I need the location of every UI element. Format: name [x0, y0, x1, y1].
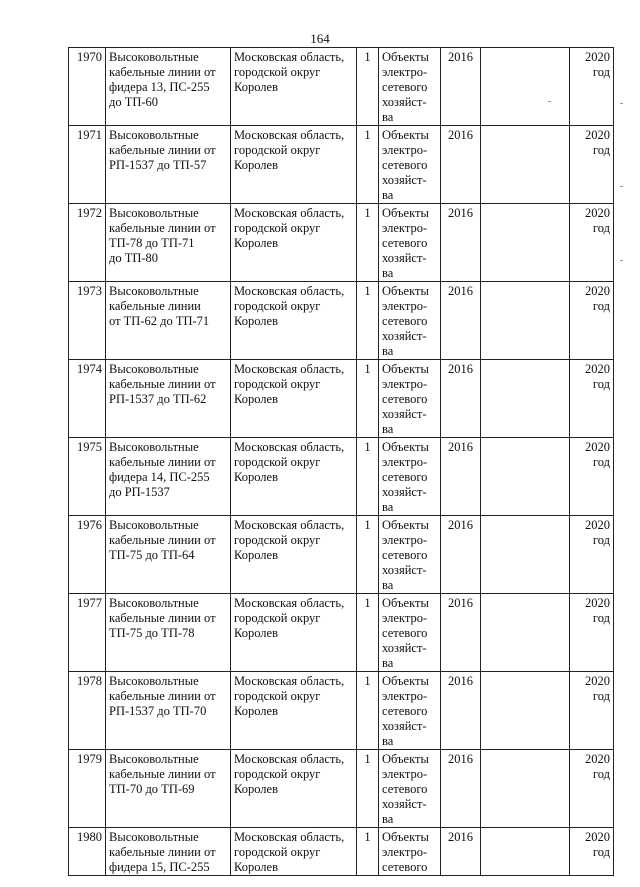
blank-cell: [481, 48, 570, 126]
location-line: Королев: [234, 626, 278, 640]
deadline-cell: [570, 594, 614, 672]
quantity-cell: 1: [357, 672, 379, 750]
table-row: [69, 672, 614, 750]
object-name-line: ТП-70 до ТП-69: [109, 782, 195, 796]
blank-cell: [481, 828, 570, 876]
location-line: Московская область,: [234, 674, 345, 688]
category-line: хозяйст-: [382, 719, 427, 733]
quantity-cell: 1: [357, 282, 379, 360]
year-cell: 2016: [441, 204, 481, 282]
object-name-line: Высоковольтные: [109, 128, 199, 142]
object-name-cell: [106, 438, 231, 516]
quantity-cell: 1: [357, 360, 379, 438]
quantity-cell: 1: [357, 594, 379, 672]
object-name-line: кабельные линии от: [109, 221, 216, 235]
category-line: Объекты: [382, 284, 429, 298]
location-line: городской округ: [234, 143, 321, 157]
location-cell: [231, 126, 357, 204]
category-line: хозяйст-: [382, 329, 427, 343]
category-line: электро-: [382, 221, 428, 235]
category-line: сетевого: [382, 782, 428, 796]
location-cell: [231, 360, 357, 438]
table-row: [69, 594, 614, 672]
category-line: электро-: [382, 455, 428, 469]
category-line: сетевого: [382, 314, 428, 328]
location-line: Королев: [234, 860, 278, 874]
year-cell: 2016: [441, 282, 481, 360]
category-line: электро-: [382, 377, 428, 391]
category-line: сетевого: [382, 236, 428, 250]
object-name-line: кабельные линии от: [109, 533, 216, 547]
location-line: городской округ: [234, 299, 321, 313]
location-line: городской округ: [234, 845, 321, 859]
deadline-line: год: [592, 455, 610, 469]
category-line: ва: [382, 188, 394, 202]
deadline-cell: [570, 48, 614, 126]
category-line: Объекты: [382, 362, 429, 376]
object-name-line: кабельные линии от: [109, 377, 216, 391]
category-line: Объекты: [382, 440, 429, 454]
category-line: ва: [382, 500, 394, 514]
location-line: Московская область,: [234, 206, 345, 220]
year-cell: 2016: [441, 594, 481, 672]
object-name-cell: [106, 282, 231, 360]
deadline-line: год: [592, 65, 610, 79]
category-cell: [379, 48, 441, 126]
category-cell: [379, 438, 441, 516]
object-name-line: Высоковольтные: [109, 362, 199, 376]
location-line: Королев: [234, 704, 278, 718]
quantity-cell: 1: [357, 126, 379, 204]
deadline-line: 2020: [585, 830, 610, 844]
object-name-line: Высоковольтные: [109, 674, 199, 688]
row-number-cell: 1976: [69, 516, 106, 594]
object-name-line: фидера 14, ПС-255: [109, 470, 210, 484]
row-number-cell: 1972: [69, 204, 106, 282]
row-number-cell: 1974: [69, 360, 106, 438]
deadline-line: год: [592, 533, 610, 547]
category-line: сетевого: [382, 158, 428, 172]
category-line: Объекты: [382, 128, 429, 142]
object-name-line: Высоковольтные: [109, 50, 199, 64]
object-name-line: Высоковольтные: [109, 284, 199, 298]
category-line: сетевого: [382, 860, 428, 874]
scan-speck: [620, 260, 623, 261]
object-name-cell: [106, 516, 231, 594]
object-name-cell: [106, 360, 231, 438]
blank-cell: [481, 204, 570, 282]
deadline-line: год: [592, 221, 610, 235]
category-line: Объекты: [382, 50, 429, 64]
table-row: [69, 438, 614, 516]
deadline-cell: [570, 360, 614, 438]
location-line: городской округ: [234, 689, 321, 703]
category-line: электро-: [382, 533, 428, 547]
object-name-cell: [106, 828, 231, 876]
category-line: ва: [382, 578, 394, 592]
location-line: Московская область,: [234, 362, 345, 376]
location-line: городской округ: [234, 221, 321, 235]
deadline-line: год: [592, 845, 610, 859]
location-cell: [231, 594, 357, 672]
deadline-line: 2020: [585, 596, 610, 610]
deadline-cell: [570, 516, 614, 594]
location-cell: [231, 516, 357, 594]
category-line: хозяйст-: [382, 173, 427, 187]
location-cell: [231, 672, 357, 750]
table-row: [69, 204, 614, 282]
location-line: Королев: [234, 80, 278, 94]
blank-cell: [481, 750, 570, 828]
location-cell: [231, 828, 357, 876]
category-line: ва: [382, 110, 394, 124]
object-name-line: до ТП-80: [109, 251, 159, 265]
blank-cell: [481, 438, 570, 516]
location-line: городской округ: [234, 533, 321, 547]
row-number-cell: 1973: [69, 282, 106, 360]
location-line: Московская область,: [234, 284, 345, 298]
registry-table: [68, 47, 614, 876]
row-number-cell: 1979: [69, 750, 106, 828]
quantity-cell: 1: [357, 516, 379, 594]
object-name-line: ТП-75 до ТП-78: [109, 626, 195, 640]
category-line: ва: [382, 266, 394, 280]
table-row: [69, 48, 614, 126]
table-row: [69, 360, 614, 438]
object-name-line: кабельные линии от: [109, 845, 216, 859]
category-line: хозяйст-: [382, 407, 427, 421]
location-cell: [231, 750, 357, 828]
category-cell: [379, 516, 441, 594]
quantity-cell: 1: [357, 48, 379, 126]
object-name-line: РП-1537 до ТП-70: [109, 704, 207, 718]
deadline-cell: [570, 438, 614, 516]
category-line: ва: [382, 812, 394, 826]
object-name-line: Высоковольтные: [109, 440, 199, 454]
location-line: Королев: [234, 236, 278, 250]
object-name-line: до РП-1537: [109, 485, 170, 499]
location-line: Королев: [234, 782, 278, 796]
location-line: Королев: [234, 158, 278, 172]
category-line: ва: [382, 734, 394, 748]
row-number-cell: 1970: [69, 48, 106, 126]
category-line: сетевого: [382, 548, 428, 562]
location-line: Московская область,: [234, 752, 345, 766]
row-number-cell: 1978: [69, 672, 106, 750]
deadline-cell: [570, 828, 614, 876]
scan-speck: [620, 103, 623, 104]
object-name-line: ТП-75 до ТП-64: [109, 548, 195, 562]
location-line: городской округ: [234, 611, 321, 625]
object-name-cell: [106, 750, 231, 828]
deadline-line: год: [592, 377, 610, 391]
category-line: хозяйст-: [382, 797, 427, 811]
category-cell: [379, 204, 441, 282]
object-name-cell: [106, 204, 231, 282]
object-name-cell: [106, 126, 231, 204]
category-line: электро-: [382, 143, 428, 157]
row-number-cell: 1977: [69, 594, 106, 672]
quantity-cell: 1: [357, 438, 379, 516]
deadline-line: 2020: [585, 518, 610, 532]
object-name-line: кабельные линии: [109, 299, 201, 313]
object-name-line: РП-1537 до ТП-57: [109, 158, 207, 172]
blank-cell: [481, 282, 570, 360]
blank-cell: [481, 360, 570, 438]
category-line: Объекты: [382, 518, 429, 532]
year-cell: 2016: [441, 516, 481, 594]
scan-speck: [548, 101, 551, 102]
year-cell: 2016: [441, 438, 481, 516]
object-name-line: Высоковольтные: [109, 830, 199, 844]
category-line: Объекты: [382, 752, 429, 766]
quantity-cell: 1: [357, 750, 379, 828]
category-line: сетевого: [382, 626, 428, 640]
deadline-line: год: [592, 767, 610, 781]
location-line: Королев: [234, 470, 278, 484]
location-line: Московская область,: [234, 518, 345, 532]
category-line: хозяйст-: [382, 251, 427, 265]
object-name-line: Высоковольтные: [109, 206, 199, 220]
deadline-cell: [570, 750, 614, 828]
object-name-line: фидера 13, ПС-255: [109, 80, 210, 94]
year-cell: 2016: [441, 48, 481, 126]
table-row: [69, 282, 614, 360]
category-line: электро-: [382, 845, 428, 859]
deadline-cell: [570, 672, 614, 750]
category-line: электро-: [382, 65, 428, 79]
object-name-cell: [106, 594, 231, 672]
category-cell: [379, 126, 441, 204]
category-line: электро-: [382, 611, 428, 625]
table-row: [69, 750, 614, 828]
blank-cell: [481, 126, 570, 204]
deadline-cell: [570, 126, 614, 204]
location-cell: [231, 204, 357, 282]
row-number-cell: 1975: [69, 438, 106, 516]
location-line: городской округ: [234, 455, 321, 469]
location-line: Королев: [234, 548, 278, 562]
scan-speck: [620, 186, 623, 187]
blank-cell: [481, 672, 570, 750]
category-line: ва: [382, 422, 394, 436]
category-line: Объекты: [382, 206, 429, 220]
location-line: Королев: [234, 392, 278, 406]
object-name-cell: [106, 672, 231, 750]
category-line: сетевого: [382, 80, 428, 94]
location-line: Московская область,: [234, 50, 345, 64]
category-cell: [379, 672, 441, 750]
location-line: городской округ: [234, 377, 321, 391]
category-line: электро-: [382, 689, 428, 703]
deadline-line: год: [592, 611, 610, 625]
location-line: Королев: [234, 314, 278, 328]
deadline-line: 2020: [585, 50, 610, 64]
location-line: городской округ: [234, 65, 321, 79]
deadline-line: 2020: [585, 284, 610, 298]
location-line: Московская область,: [234, 830, 345, 844]
category-line: электро-: [382, 299, 428, 313]
category-line: сетевого: [382, 704, 428, 718]
category-line: Объекты: [382, 830, 429, 844]
deadline-line: 2020: [585, 362, 610, 376]
object-name-line: Высоковольтные: [109, 518, 199, 532]
object-name-line: Высоковольтные: [109, 596, 199, 610]
category-line: хозяйст-: [382, 95, 427, 109]
object-name-line: кабельные линии от: [109, 455, 216, 469]
location-line: Московская область,: [234, 440, 345, 454]
object-name-line: кабельные линии от: [109, 689, 216, 703]
object-name-line: кабельные линии от: [109, 611, 216, 625]
table-body: [69, 48, 614, 876]
quantity-cell: 1: [357, 204, 379, 282]
object-name-line: кабельные линии от: [109, 143, 216, 157]
year-cell: 2016: [441, 126, 481, 204]
category-line: сетевого: [382, 470, 428, 484]
object-name-line: РП-1537 до ТП-62: [109, 392, 207, 406]
row-number-cell: 1980: [69, 828, 106, 876]
deadline-cell: [570, 204, 614, 282]
object-name-line: от ТП-62 до ТП-71: [109, 314, 210, 328]
deadline-line: год: [592, 143, 610, 157]
location-line: Московская область,: [234, 596, 345, 610]
year-cell: 2016: [441, 360, 481, 438]
deadline-line: 2020: [585, 752, 610, 766]
table-row: [69, 828, 614, 876]
quantity-cell: 1: [357, 828, 379, 876]
deadline-line: 2020: [585, 440, 610, 454]
location-cell: [231, 282, 357, 360]
location-line: Московская область,: [234, 128, 345, 142]
deadline-line: 2020: [585, 128, 610, 142]
page-number: 164: [310, 31, 330, 46]
deadline-line: год: [592, 299, 610, 313]
table-row: [69, 516, 614, 594]
category-cell: [379, 828, 441, 876]
object-name-line: ТП-78 до ТП-71: [109, 236, 195, 250]
location-cell: [231, 48, 357, 126]
category-line: электро-: [382, 767, 428, 781]
category-line: ва: [382, 344, 394, 358]
object-name-line: до ТП-60: [109, 95, 159, 109]
object-name-line: Высоковольтные: [109, 752, 199, 766]
category-line: хозяйст-: [382, 563, 427, 577]
category-cell: [379, 282, 441, 360]
year-cell: 2016: [441, 828, 481, 876]
object-name-line: фидера 15, ПС-255: [109, 860, 210, 874]
category-cell: [379, 360, 441, 438]
category-line: сетевого: [382, 392, 428, 406]
deadline-line: год: [592, 689, 610, 703]
location-cell: [231, 438, 357, 516]
row-number-cell: 1971: [69, 126, 106, 204]
deadline-cell: [570, 282, 614, 360]
year-cell: 2016: [441, 672, 481, 750]
category-line: хозяйст-: [382, 485, 427, 499]
location-line: городской округ: [234, 767, 321, 781]
object-name-line: кабельные линии от: [109, 65, 216, 79]
object-name-cell: [106, 48, 231, 126]
object-name-line: кабельные линии от: [109, 767, 216, 781]
category-line: Объекты: [382, 674, 429, 688]
blank-cell: [481, 516, 570, 594]
deadline-line: 2020: [585, 674, 610, 688]
year-cell: 2016: [441, 750, 481, 828]
category-cell: [379, 594, 441, 672]
category-line: Объекты: [382, 596, 429, 610]
category-line: ва: [382, 656, 394, 670]
category-cell: [379, 750, 441, 828]
table-row: [69, 126, 614, 204]
category-line: хозяйст-: [382, 641, 427, 655]
deadline-line: 2020: [585, 206, 610, 220]
blank-cell: [481, 594, 570, 672]
